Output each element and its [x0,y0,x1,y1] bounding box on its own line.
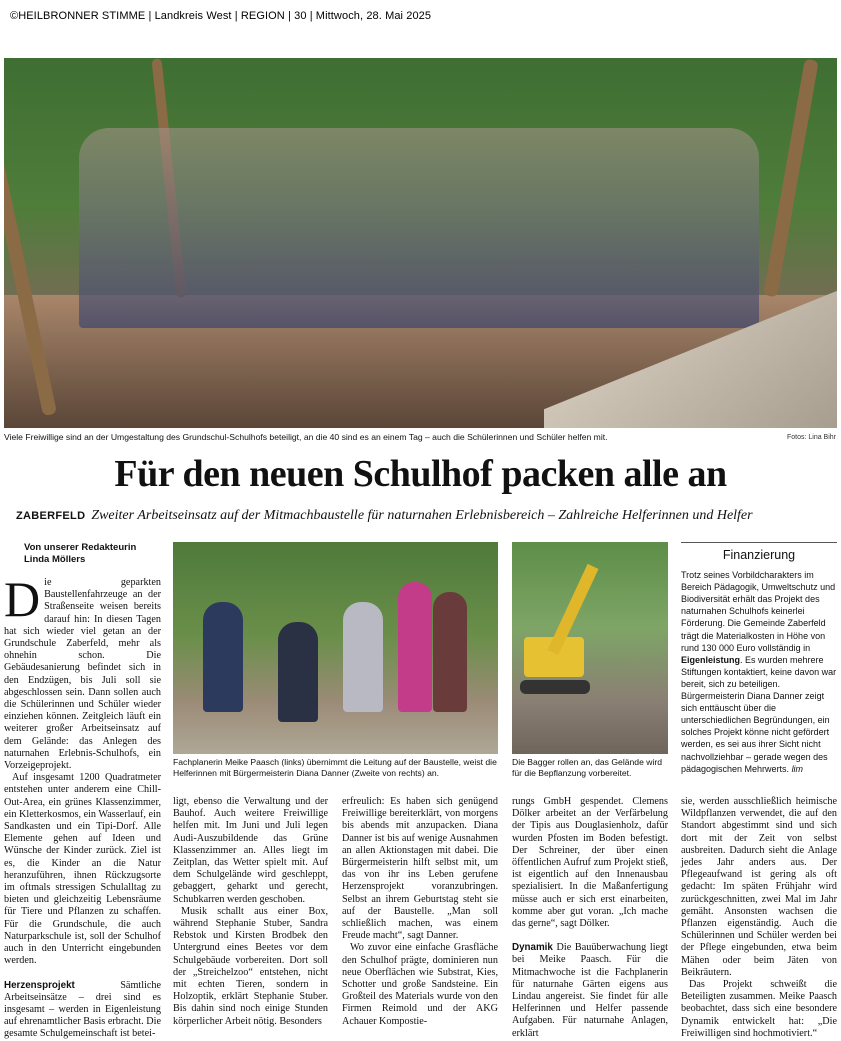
col2-p1: ligt, ebenso die Verwaltung und der Bauhof. Auch weitere Freiwillige helfen mit. Im Juni und Juli legen Audi-Auszubildende das Grüne Klassenzimmer an. Alles liegt im Zeitplan, das Wetter spielt mit. Auf dem Schulgelände wird geschleppt, gebaggert, geharkt und gerecht, Schubkarren werden geschoben. [173,796,328,905]
photo-credit: Fotos: Lina Bihr [786,434,836,441]
dropcap: D [4,571,41,627]
subline-place: ZABERFELD [16,510,86,522]
col1-p2: Auf insgesamt 1200 Quadratmeter entstehen unter anderem eine Chill-Out-Area, ein grünes Klassenzimmer, ein Kletterkosmos, ein Wasserlauf, ein Sandkasten und ein Tipi-Dorf. Alle Elemente gehen auf Ideen und Wünsche der Kinder zurück. Ziel ist es, die Kinder an die Natur heranzuführen, ihnen Rückzugsorte im oftmals stressigen Schulalltag zu bieten und gleichzeitig Lebensräume für Tiere und Pflanzen zu schaffen. Für die Grundschule, die auch Naturparkschule ist, soll der Schulhof auch in den Unterricht eingebunden werden. [4,772,161,967]
financing-signature: lim [791,763,804,774]
subheading-herzensprojekt: Herzensprojekt [4,979,75,991]
article-column-3 [342,796,498,1028]
col3-p1: erfreulich: Es haben sich genügend Freiwillige bereiterklärt, von morgens bis abends mit anzupacken. Diana Danner ist bis auf wenige Ausnahmen an allen Aktionstagen mit dabei. Die Bürgermeisterin hilft selbst mit, um das von ihr ins Leben gerufene Herzensprojekt voranzubringen. Selbst an ihrem Geburtstag steht sie auf der Baustelle. „Man soll schließlich machen, was einem Freude macht“, sagt Danner. [342,796,498,942]
col4-p1: rungs GmbH gespendet. Clemens Dölker arbeitet an der Verfärbelung der Tipis aus Douglasienholz, dafür wurden Pfosten im Boden befestigt. Der Schreiner, der über einen öffentlichen Aufruf zum Projekt stieß, ist eigentlich auf den Innenausbau spezialisiert. In die Maßanfertigung müsse auch er sich erst einarbeiten, komme aber gut voran. „Ich mache das gerne“, sagt Dölker. [512,796,668,930]
financing-bold: Eigenleistung [681,654,741,665]
author-name: Linda Möllers [24,554,86,565]
subline-text: Zweiter Arbeitseinsatz auf der Mitmachbaustelle für naturnahen Erlebnisbereich – Zahlreiche Helferinnen und Helfer [91,508,753,523]
col5-p2: Das Projekt schweißt die Beteiligten zusammen. Meike Paasch beobachtet, dass sich eine besondere Dynamik entwickelt hat: „Die Freiwilligen sind hochmotiviert.“ [681,979,837,1039]
article-column-1 [4,571,161,1041]
financing-box [681,542,837,775]
financing-title: Finanzierung [681,542,837,561]
subheading-dynamik: Dynamik [512,942,553,954]
photo-excavator [512,542,668,754]
col2-p2: Musik schallt aus einer Box, während Stephanie Stuber, Sandra Rebstok und Kirsten Brodbek den Untergrund eines Beetes vor dem Schulgebäude vorbereiten. Dort soll der „Streichelzoo“ entstehen, nicht mit echten Tieren, sondern in Holzoptik, erklärt Stephanie Stuber. Bis dahin sind noch einige Stunden körperlicher Arbeit nötig. Besonders [173,905,328,1027]
col5-p1: sie, werden ausschließlich heimische Wildpflanzen verwendet, die auf den Standort abgestimmt sind und sich dort mit der Zeit von selbst ausbreiten. Dadurch sieht die Anlage jedes Jahr anders aus. Der Pflegeaufwand ist gering als oft gedacht: Im späten Frühjahr wird zurückgeschnitten, zwei Mal im Jahr gemäht. Ansonsten wachsen die Pflanzen eigenständig. Auch die Schülerinnen und Schüler werden bei der Pflege eingebunden, etwa beim Mähen oder beim Jäten von Beikräutern. [681,796,837,978]
photo-planner-caption: Fachplanerin Meike Paasch (links) übernimmt die Leitung auf der Baustelle, weist die Helferinnen mit Bürgermeisterin Diana Danner (Zweite von rechts) an. [173,757,497,778]
author-line1: Von unserer Redakteurin [24,542,137,553]
author [24,542,164,566]
page-header: ©HEILBRONNER STIMME | Landkreis West | REGION | 30 | Mittwoch, 28. Mai 2025 [10,10,432,22]
col1-p3: Sämtliche Arbeitseinsätze – drei sind es insgesamt – werden in Eigenleistung auf ehrenamtlicher Basis erbracht. Die gesamte Schulgemeinschaft ist betei- [4,979,161,1040]
article-column-4 [512,796,668,1040]
article-column-5 [681,796,837,1040]
main-photo [4,58,837,428]
subline [16,508,753,524]
col4-p2: Die Bauüberwachung liegt bei Meike Paasch. Für die Mitmachwoche ist die Fachplanerin für naturnahe Gärten eigens aus Lindau angereist. Sie findet für alle Helferinnen und Helfer passende Aufgaben. Für naturnahe Anlagen, erklärt [512,942,668,1039]
financing-text-a: Trotz seines Vorbildcharakters im Bereich Pädagogik, Umweltschutz und Biodiversität erhält das Projekt des naturnahen Schulhofs keinerlei Förderung. Die Gemeinde Zaberfeld trägt die Materialkosten in Höhe von rund 130 000 Euro vollständig in [681,570,836,653]
main-photo-caption: Viele Freiwillige sind an der Umgestaltung des Grundschul-Schulhofs beteiligt, an die 40 sind es an einem Tag – auch die Schülerinnen und Schüler helfen mit. [4,432,608,442]
col3-p2: Wo zuvor eine einfache Grasfläche den Schulhof prägte, dominieren nun neue Oberflächen wie Substrat, Kies, Schotter und große Sandsteine. Ein Großteil des Materials wurde von den Firmen Reimold und der AKG Achauer Kompostie- [342,942,498,1027]
photo-planner [173,542,498,754]
headline: Für den neuen Schulhof packen alle an [114,453,727,495]
photo-excavator-caption: Die Bagger rollen an, das Gelände wird für die Bepflanzung vorbereitet. [512,757,663,778]
col1-p1: ie geparkten Baustellenfahrzeuge an der Straßenseite weisen bereits darauf hin: In diesen Tagen hat sich wieder viel getan an der Grundschule Zaberfeld, mehr als ohnehin schon. Die Gebäudesanierung befindet sich in den Endzügen, bis Juli soll sie abgeschlossen sein. Dann sollen auch die Schülerinnen und Schüler wieder einziehen können. Zeitgleich läuft ein weiterer großer Arbeitseinsatz auf dem Gelände: das Anlegen des naturnahen Erlebnis-Schulhofs, ein Vorzeigeprojekt. [4,577,161,772]
financing-text-b: . Es wurden mehrere Stiftungen kontaktiert, keine davon war bereit, sich zu beteiligen. Bürgermeisterin Diana Danner zeigt sich enttäuscht über die unterschiedlichen Begründungen, ein solches Projekt könne nicht gefördert werden, es sei aus ihrer Sicht nicht nachvollziehbar – gerade wegen des pädagogischen Mehrwerts. [681,654,837,774]
article-column-2 [173,796,328,1028]
